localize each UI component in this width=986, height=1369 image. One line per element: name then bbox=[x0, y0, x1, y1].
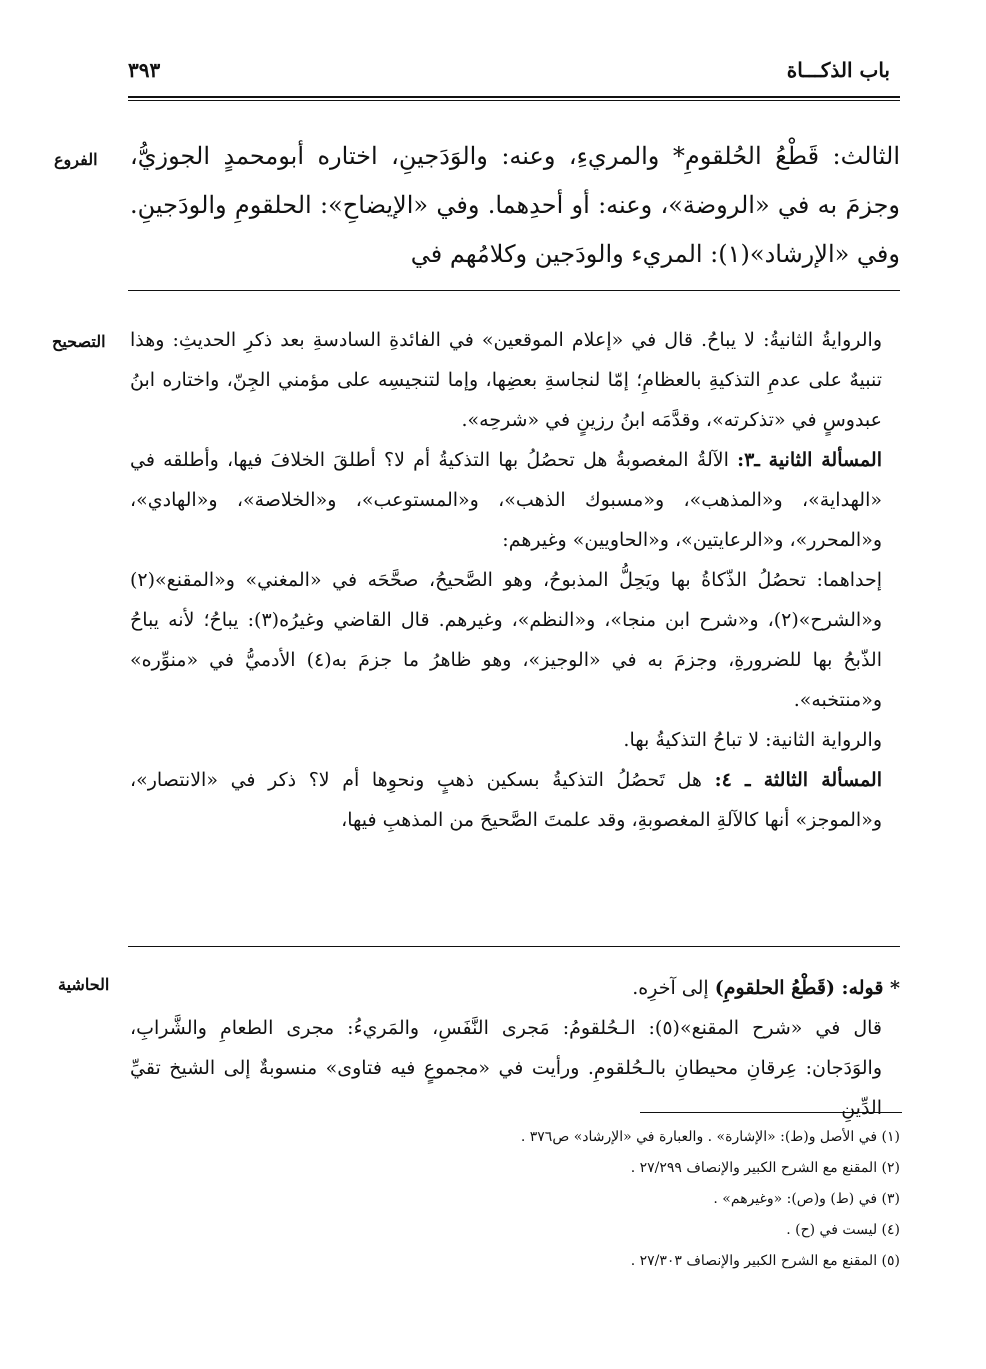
side-label-furu: الفروع bbox=[54, 150, 98, 169]
footnote-2: (٢) المقنع مع الشرح الكبير والإنصاف ٢٧/٢٩٩ . bbox=[630, 1160, 900, 1176]
tashih-section bbox=[130, 320, 900, 840]
section-divider-1 bbox=[128, 290, 900, 291]
tashih-paragraph-2 bbox=[130, 440, 900, 560]
footnote-1: (١) في الأصل و(ط): «الإشارة» . والعبارة في «الإرشاد» ص٣٧٦ . bbox=[520, 1129, 900, 1145]
side-label-tashih: التصحيح bbox=[52, 332, 106, 351]
section-divider-2 bbox=[128, 946, 900, 947]
header-rule-thin bbox=[128, 100, 900, 101]
chapter-title: باب الذكـــاة bbox=[786, 58, 890, 82]
issue-3-heading: المسألة الثالثة ـ ٤: bbox=[714, 769, 882, 791]
hashiya-section bbox=[130, 968, 900, 1128]
footnote-divider bbox=[640, 1112, 902, 1113]
page-number: ٣٩٣ bbox=[128, 58, 161, 82]
hashiya-paragraph-2: قال في «شرح المقنع»(٥): الـحُلقومُ: مَجرى النَّفَسِ، والمَريءُ: مجرى الطعامِ والشَّرابِ، والوَدَجان: عِرقانِ محيطانِ بالـحُلقومِ. ورأيت في «مجموعٍ فيه فتاوى» منسوبةٌ إلى الشيخ تقيِّ الدِّينِ bbox=[130, 1017, 882, 1119]
furu-paragraph: الثالث: قَطْعُ الحُلقومِ* والمريءِ، وعنه: والوَدَجينِ، اختاره أبومحمدٍ الجوزيُّ، وجزمَ به في «الروضة»، وعنه: أو أحدِهما. وفي «الإيضاحِ»: الحلقومِ والودَجينِ. وفي «الإرشاد»(١): المريء والودَجين وكلامُهم في bbox=[130, 142, 900, 268]
furu-section bbox=[130, 132, 900, 279]
hashiya-quote-tail: إلى آخرِه. bbox=[632, 977, 709, 999]
footnotes bbox=[130, 1122, 900, 1277]
tashih-paragraph-1: والروايةُ الثانيةُ: لا يباحُ. قال في «إعلام الموقعين» في الفائدةِ السادسةِ بعد ذكرِ الحديثِ: وهذا تنبيهٌ على عدمِ التذكيةِ بالعظامِ؛ إمّا لنجاسةِ بعضِها، وإما لتنجيسِه على مؤمني الجِنّ، واختاره ابنُ عبدوسٍ في «تذكرته»، وقدَّمَه ابنُ رزينٍ في «شرحِه». bbox=[130, 329, 882, 431]
issue-2-heading: المسألة الثانية ـ٣: bbox=[737, 449, 882, 471]
tashih-paragraph-3: إحداهما: تحصُلُ الذّكاةُ بها ويَحِلُّ المذبوحُ، وهو الصَّحيحُ، صحَّحَه في «المغني» و«المقنع»(٢) و«الشرح»(٢)، و«شرح ابن منجا»، و«النظم»، وغيرهم. قال القاضي وغيرُه(٣): يباحُ؛ لأنه يباحُ الذّبحُ بها للضرورةِ، وجزمَ به في «الوجيز»، وهو ظاهرُ ما جزمَ به(٤) الأدميُّ في «منوِّره» و«منتخبه». bbox=[130, 569, 882, 711]
footnote-5: (٥) المقنع مع الشرح الكبير والإنصاف ٢٧/٣٠٣ . bbox=[630, 1253, 900, 1269]
hashiya-quote-heading: * قوله: (قَطْعُ الحلقومِ) bbox=[714, 977, 900, 999]
footnote-4: (٤) ليست في (ح) . bbox=[786, 1222, 900, 1238]
tashih-paragraph-5 bbox=[130, 760, 900, 840]
hashiya-paragraph-1 bbox=[130, 968, 900, 1008]
footnote-3: (٣) في (ط) و(ص): «وغيرهم» . bbox=[713, 1191, 900, 1207]
side-label-hashiya: الحاشية bbox=[58, 975, 110, 994]
header-rule bbox=[128, 96, 900, 98]
issue-3-body: هل تَحصُلُ التذكيةُ بسكين ذهبٍ ونحوِها أم لا؟ ذكر في «الانتصار»، و«الموجز» أنها كالآلةِ المغصوبةِ، وقد علمتَ الصَّحيحَ من المذهبِ فيها، bbox=[130, 769, 882, 831]
tashih-paragraph-4: والرواية الثانية: لا تباحُ التذكيةُ بها. bbox=[623, 729, 882, 751]
issue-2-body: الآلةُ المغصوبةُ هل تحصُلُ بها التذكيةُ أم لا؟ أطلقَ الخلافَ فيها، وأطلقه في «الهداية»، و«المذهب»، و«مسبوك الذهب»، و«المستوعب»، و«الخلاصة»، و«الهادي»، و«المحرر»، و«الرعايتين»، و«الحاويين» وغيرهم: bbox=[130, 449, 882, 551]
